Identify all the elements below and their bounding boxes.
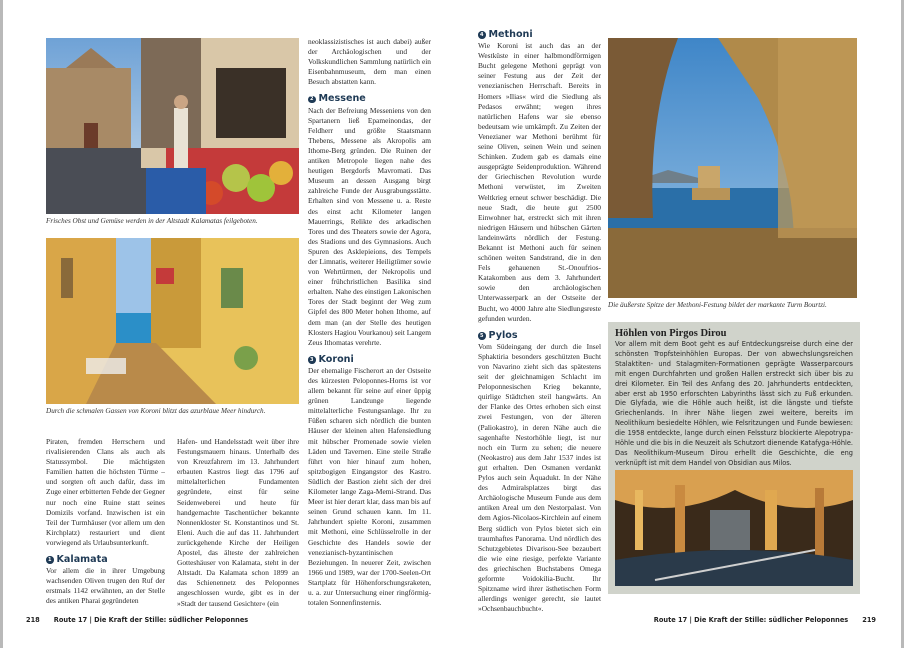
body-text: Hafen- und Handelsstadt weit über ihre Festungsmauern hinaus. Unterhalb des von Kreuzfahrern im 13. Jahrhundert erbauten Kastros liegt das 1796 auf mittelalterlichen Fundamenten gegründete, einst für seine Seidenweberei und heute für handgemachte Taschentücher bekannte Nonnenkloster St. Konstantinos und St. Eleni. Auch die auf das 11. Jahrhundert zurückgehende Kirche der Heiligen Apostel, das älteste der zahlreichen Gotteshäuser von Kalamata, steht in der Altstadt. Da Kalamata schon 1899 an das Schienennetz des Peloponnes angeschlossen wurde, gibt es in der »Stadt der tausend Gesichter« (ein [177,437,299,608]
body-text: Der ehemalige Fischerort an der Ostseite des kürzesten Peloponnes-Horns ist vor allem bekannt für seine auf einer üppig grünen Landzunge liegende mittelalterliche Festungsanlage. Ihr zu Füßen scharen sich nördlich die bunten Häuser der kleinen alten Hafensiedlung mit hübscher Promenade sowie vielen Läden und Tavernen. Eine steile Straße führt von hier hinauf zum hohen, spitzbogigen Eingangstor des Kastro. Südlich der Bastion zieht sich der drei Kilometer lange Zaga-Memi-Strand. Das Meer ist hier derart klar, dass man bis auf seinen Grund schauen kann. Im 11. Jahrhundert spielte Koroni, zusammen mit Methoni, eine Schlüsselrolle in der Geschichte des Handels sowie der venezianisch-byzantinischen Beziehungen. In neuerer Zeit, zwischen 1966 und 1989, war der 1700-Seelen-Ort Startplatz für Höhenforschungsraketen, u. a. zur Untersuchung einer ringförmig-totalen Sonnenfinsternis. [308,365,431,608]
section-heading-methoni [478,30,601,40]
photo-caption: Die äußerste Spitze der Methoni-Festung bildet der markante Turm Bourtzi. [608,301,827,309]
photo-methoni-bourtzi [608,38,857,298]
page-number: 218 [26,616,40,624]
alley-photo-illustration [46,238,299,404]
photo-caption: Durch die schmalen Gassen von Koroni blitzt das azurblaue Meer hindurch. [46,407,266,415]
body-text: Vor allem die in ihrer Umgebung wachsenden Oliven trugen den Ruf der erstmals 1142 erwähnten, an der Stelle des antiken Pharai gegründeten [46,566,165,606]
text-column-3 [308,37,431,608]
text-column-2 [177,437,299,609]
info-box-title: Höhlen von Pirgos Dirou [615,328,727,339]
page-footer-right [654,616,876,624]
section-title: Kalamata [56,554,108,566]
section-number-marker: 5 [478,332,486,340]
info-box-text: Vor allem mit dem Boot geht es auf Entdeckungsreise durch eine der schönsten Tropfsteinhöhlen Europas. Der von abwechslungsreichen Stalaktiten- und Stalagmiten-Formationen geprägte Wasserparcours mit engen Durchfahrten und großen Hallen erstreckt sich über bis zu drei Kilometer. Ein Teil des Anfang des 20. Jahrhunderts entdeckten, aber erst ab 1950 erforschten Labyrinths lässt sich zu Fuß erkunden. Die Glyfada, wie die Höhle auch heißt, ist die längste und tiefste Griechenlands. In ihrer Nähe liegen zwei weitere, bereits im Neolithikum besiedelte Höhlen, wie Felsritzungen und Funde bewiesen: die 1958 entdeckte, lange durch einen Felssturz blockierte Alepotrypa-Höhle und die bis in die Neuzeit als Schutzort dienende Katafyga-Höhle. Das Neolithikum-Museum Dirou erhellt die Geschichte, die eng verknüpft ist mit dem Handel von Obsidian aus Milos. [615,340,853,467]
section-number-marker: 2 [308,96,316,104]
running-head: Route 17 | Die Kraft der Stille: südlicher Peloponnes [53,616,249,624]
info-box-pirgos-dirou [608,322,860,594]
section-title: Methoni [488,29,533,40]
photo-kalamata-market [46,38,299,214]
section-number-marker: 4 [478,31,486,39]
body-text: Nach der Befreiung Messeniens von den Spartanern ließ Epameinondas, der Feldherr und größte Staatsmann Thebens, Messene als Akropolis am Ithome-Berg gründen. Die Ruinen der antiken Metropole liegen nahe des heutigen Bergdorfs Mavromati. Das Museum an dessen Ausgang birgt zahlreiche Funde der Ausgrabungsstätte. Erhalten sind von Messene u. a. Reste des einst acht Kilometer langen Mauerrings, Relikte des arkadischen Tores und des Theaters sowie der Agora, des Stadions und des Gymnasions. Auch Spuren des Asklepieions, des Tempels der Limnatis, weiterer Heiligtümer sowie von Wehrtürmen, der Nekropolis und einer frühchristlichen Basilika sind erhalten. Nahe des einstigen Lakonischen Tores der Stadt beginnt der Weg zum Gipfel des 800 Meter hohen Ithome, auf dem man (an der Stelle des heutigen Klosters Hagiou Vourkanou) seit Langem Zeus Ithomatas verehrte. [308,105,431,347]
section-heading-koroni [308,355,431,365]
body-text: Vom Südeingang der durch die Insel Sphaktiria besonders geschützten Bucht von Navarino zieht sich das spätestens seit der gleichnamigen Schlacht im Peloponnesischen Krieg bekannte, quirlige Städtchen steil hangwärts. An der Flanke des Ortes erhoben sich einst zwei Festungen, von der älteren (Paliokastro), in deren Nähe auch die sagenhafte Nestorhöhle liegt, ist nur noch ein Turm zu sehen; die neuere (Neokastro) aus dem Jahr 1537 indes ist gut erhalten. Den Osmanen verdankt Pylos auch sein Äquadukt. In der Nähe des Admiralsplatzes birgt das Archäologische Museum Funde aus dem antiken Areal um den Nestorpalast. Von dem Agios-Nicolaos-Kirchlein auf einem Berg südlich von Pylos bietet sich ein traumhaftes Panorama. Und nördlich des Schutzgebietes Divarisou-See bezaubert die wie eine riesige, perfekte Variante des griechischen Buchstabens Omega geformte Voidokilia-Bucht. Ihr Spitzname wird ihrer ästhetischen Form allerdings weniger gerecht, sie lautet »Ochsenbauchbucht«. [478,341,601,614]
section-heading-kalamata [46,555,165,565]
section-title: Pylos [488,329,518,341]
photo-cave [615,470,853,586]
section-heading-pylos [478,331,601,341]
cave-photo-illustration [615,470,853,586]
section-number-marker: 3 [308,356,316,364]
section-heading-messene [308,94,431,104]
page-number: 219 [862,616,876,624]
body-text: Wie Koroni ist auch das an der Westküste in einer halbmondförmigen Bucht gelegene Methoni geprägt von seiner Festung aus der Zeit der venezianischen Herrschaft. Bereits in Homers »Ilias« wird die Siedlung als Pedasos erwähnt; wegen ihres natürlichen Hafens war sie ebenso bedeutsam wie umkämpft. Zu Zeiten der Venezianer war Methoni berühmt für seine Oliven, seinen Wein und seinen Schinken. Zudem gab es damals eine ausgeprägte Seidenproduktion. Während der Griechischen Revolution wurde Methoni verwüstet, im Zweiten Weltkrieg erneut schwer beschädigt. Die neue Stadt, die heute gut 2500 Einwohner hat, erstreckt sich mit ihren niedrigen Häusern und hübschen Gärten landeinwärts nördlich der Festung. Bekannt ist Methoni auch für seinen schönen weiten Sandstrand, die in den Fels gehauenen St.-Onoufrios-Katakomben aus dem 3. Jahrhundert sowie den archäologischen Unterwasserpark an der Ostseite der Bucht, wo 4000 Jahre alte Siedlungsreste gefunden wurden. [478,41,601,323]
right-page [452,0,904,648]
photo-koroni-alley [46,238,299,404]
body-text: Piraten, fremden Herrschern und rivalisierenden Clans als auch als Statussymbol. Die mächtigsten Familien hatten die höchsten Türme – und sorgten oft auch dafür, dass im Zuge einer erbitterten Fehde der Gegner nur noch eine Ruine statt seines Domizils vorfand. Inzwischen ist ein Teil der Turmhäuser (vor allem um den Kirchplatz) restauriert und dient vorwiegend als Urlaubsunterkunft. [46,437,165,547]
text-column-1 [46,437,165,607]
photo-caption: Frisches Obst und Gemüse werden in der Altstadt Kalamatas feilgeboten. [46,217,258,225]
fortress-photo-illustration [608,38,857,298]
left-page [0,0,452,648]
body-text: neoklassizistisches ist auch dabei) außer der Archäologischen und der Volkskundlichen Sammlung natürlich ein Eisenbahnmuseum, dem man einen Besuch abstatten kann. [308,37,431,87]
text-column-4 [478,30,601,614]
section-number-marker: 1 [46,556,54,564]
market-photo-illustration [46,38,299,214]
running-head: Route 17 | Die Kraft der Stille: südlicher Peloponnes [653,616,849,624]
section-title: Koroni [318,353,354,365]
page-footer-left [26,616,248,624]
section-title: Messene [318,93,366,105]
